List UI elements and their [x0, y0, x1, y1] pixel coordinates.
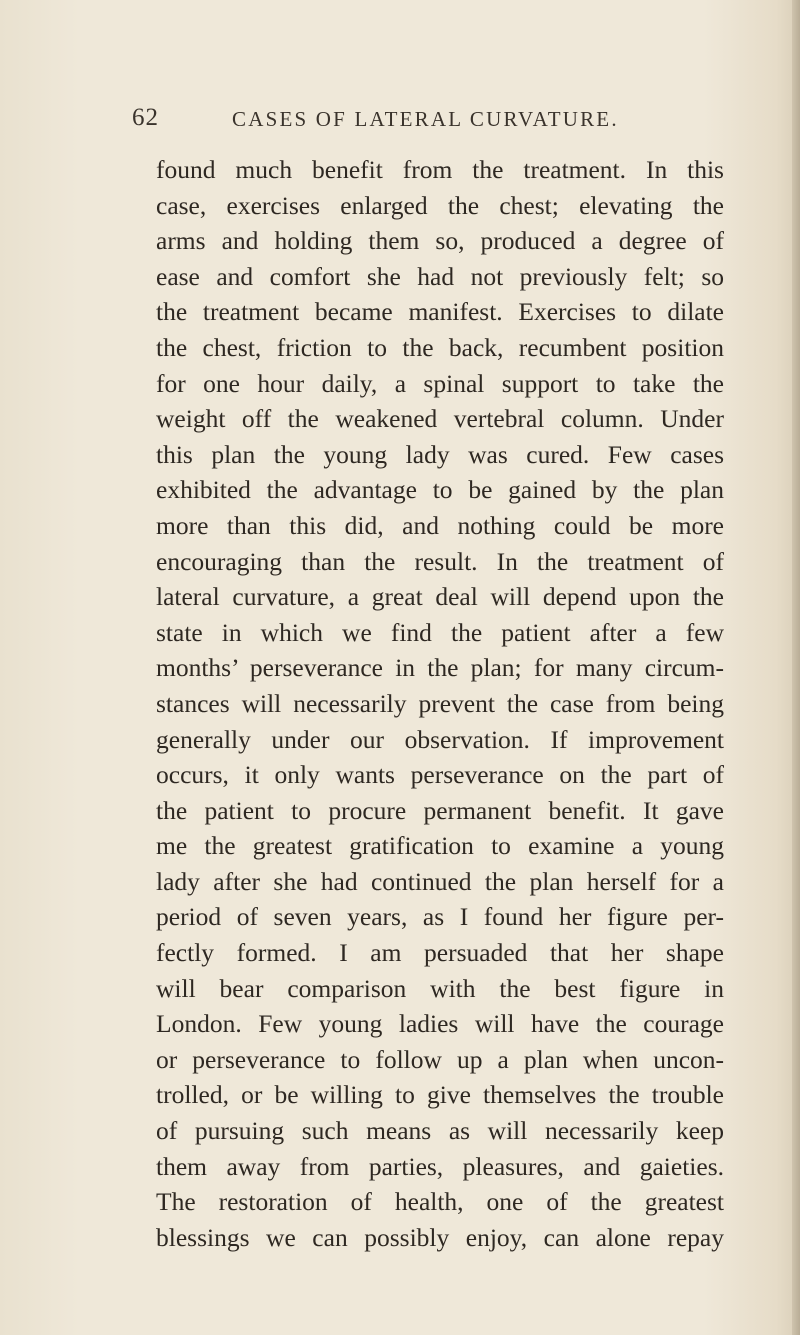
- text-line: me the greatest gratification to examine a young: [156, 831, 724, 861]
- page-header: [0, 104, 800, 134]
- text-line: fectly formed. I am persuaded that her shape: [156, 938, 724, 968]
- text-line: blessings we can possibly enjoy, can alone repay: [156, 1222, 724, 1252]
- text-line: lady after she had continued the plan herself for a: [156, 866, 724, 896]
- text-line: for one hour daily, a spinal support to take the: [156, 368, 724, 398]
- text-line: months’ perseverance in the plan; for many circum-: [156, 653, 724, 683]
- text-line: the chest, friction to the back, recumbent position: [156, 332, 724, 362]
- text-line: lateral curvature, a great deal will depend upon the: [156, 582, 724, 612]
- text-line: generally under our observation. If improvement: [156, 724, 724, 754]
- text-line: period of seven years, as I found her figure per-: [156, 902, 724, 932]
- text-line: weight off the weakened vertebral column. Under: [156, 404, 724, 434]
- text-line: encouraging than the result. In the treatment of: [156, 546, 724, 576]
- text-line: state in which we find the patient after a few: [156, 617, 724, 647]
- text-line: London. Few young ladies will have the courage: [156, 1009, 724, 1039]
- text-line: the treatment became manifest. Exercises to dilate: [156, 297, 724, 327]
- text-line: will bear comparison with the best figure in: [156, 973, 724, 1003]
- text-line: them away from parties, pleasures, and gaieties.: [156, 1151, 724, 1181]
- page-edge: [792, 0, 800, 1335]
- text-line: this plan the young lady was cured. Few cases: [156, 439, 724, 469]
- text-line: occurs, it only wants perseverance on the part of: [156, 760, 724, 790]
- text-line: case, exercises enlarged the chest; elevating the: [156, 190, 724, 220]
- text-line: the patient to procure permanent benefit. It gave: [156, 795, 724, 825]
- text-line: exhibited the advantage to be gained by the plan: [156, 475, 724, 505]
- text-line: stances will necessarily prevent the case from being: [156, 688, 724, 718]
- text-line: The restoration of health, one of the greatest: [156, 1187, 724, 1217]
- text-line: of pursuing such means as will necessarily keep: [156, 1116, 724, 1146]
- text-line: or perseverance to follow up a plan when uncon-: [156, 1044, 724, 1074]
- text-line: trolled, or be willing to give themselves the trouble: [156, 1080, 724, 1110]
- running-head: CASES OF LATERAL CURVATURE.: [232, 107, 619, 131]
- page-number: 62: [132, 104, 159, 131]
- text-line: more than this did, and nothing could be more: [156, 510, 724, 540]
- text-line: ease and comfort she had not previously felt; so: [156, 261, 724, 291]
- body-text: [156, 152, 724, 1255]
- text-line: arms and holding them so, produced a degree of: [156, 226, 724, 256]
- text-line: found much benefit from the treatment. In this: [156, 155, 724, 184]
